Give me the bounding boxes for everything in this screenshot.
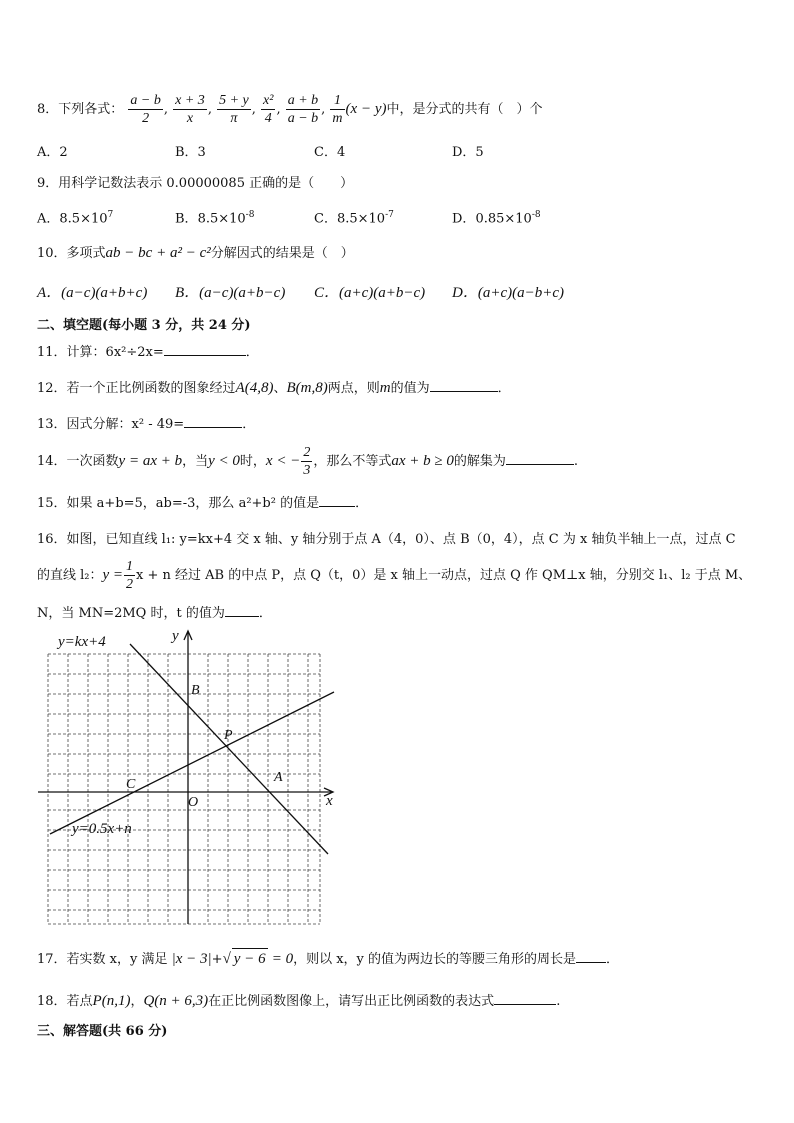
- q14-end: .: [573, 454, 579, 469]
- opt-exp: -8: [531, 210, 541, 220]
- q8-option-c[interactable]: C．4: [314, 145, 346, 160]
- frac-num: 1: [330, 92, 344, 110]
- q10-suffix: 分解因式的结果是（ ）: [210, 246, 354, 261]
- q8-option-b[interactable]: B．3: [175, 145, 206, 160]
- answer-blank[interactable]: [184, 414, 242, 428]
- q16-eq: y =: [102, 567, 124, 583]
- opt-label: D．: [452, 211, 476, 227]
- opt-base: 8.5×10: [197, 211, 246, 227]
- q18-end: .: [556, 994, 561, 1009]
- question-14: [37, 444, 578, 479]
- q18-prefix: 18．若点: [37, 994, 93, 1009]
- var-m: m: [379, 380, 391, 396]
- q9-option-b[interactable]: [175, 205, 254, 229]
- label-point-c: C: [126, 777, 136, 792]
- q18-sep: ，: [130, 994, 144, 1009]
- opt-base: 8.5×10: [59, 211, 108, 227]
- label-l1: y=kx+4: [58, 634, 106, 650]
- q8-option-a[interactable]: A．2: [37, 145, 68, 160]
- opt-exp: -7: [385, 210, 394, 220]
- question-8: 8．下列各式： $\frac{a - b}{2}$ , $\frac{x + 3}{x}$ , $\frac{5 + y}{\pi}$ , $\frac{\text{x²}}{4}$ , $\frac{a + b}{a - b}$ , $\frac{1}{m}$ (x − y)中，是分式的共有（ ）个: [37, 93, 543, 126]
- q8-option-d[interactable]: D．5: [452, 145, 484, 160]
- question-12: [37, 378, 511, 399]
- question-10: [37, 243, 354, 264]
- label-point-p: P: [224, 728, 233, 743]
- q13-end: ．: [242, 417, 256, 432]
- question-16-line2: [37, 558, 751, 593]
- fraction: [330, 92, 344, 127]
- fraction: [173, 92, 207, 127]
- opt-exp: 7: [107, 210, 114, 220]
- point-p: P(n,1): [92, 993, 131, 1009]
- q16-line2a: 的直线 l₂：: [37, 568, 103, 583]
- point-b: B(m,8): [286, 380, 328, 396]
- frac-den: π: [230, 111, 238, 126]
- opt-text: A．(a−c)(a+b+c): [37, 285, 148, 301]
- frac-den: 2: [126, 577, 134, 592]
- q9-option-c[interactable]: [314, 205, 394, 229]
- q14-function: y = ax + b: [118, 453, 183, 469]
- frac-den: m: [332, 111, 343, 126]
- frac-num: x + 3: [175, 93, 205, 108]
- q17-sqrt: y − 6: [232, 948, 268, 969]
- frac-den: 4: [264, 111, 272, 126]
- fraction: [261, 92, 275, 127]
- q17-abs: |x − 3|: [171, 951, 212, 967]
- q14-prefix: 14．一次函数: [37, 454, 119, 469]
- question-13: [37, 414, 255, 435]
- label-point-b: B: [191, 683, 200, 698]
- point-q: Q(n + 6,3): [143, 993, 209, 1009]
- question-15: [37, 493, 368, 514]
- q14-inequality: ax + b ≥ 0: [391, 453, 454, 469]
- q11-text: 11．计算：6x²÷2x=: [37, 345, 164, 360]
- q9-option-d[interactable]: [452, 205, 541, 229]
- q10-option-a[interactable]: [37, 283, 147, 304]
- q14-mid1: ，当: [182, 454, 209, 469]
- label-l2: y=0.5x+n: [72, 821, 132, 837]
- point-a: A(4,8): [235, 380, 274, 396]
- q15-text: 15．如果 a+b=5，ab=-3，那么 a²+b² 的值是: [37, 496, 320, 511]
- opt-text: C．(a+c)(a+b−c): [314, 285, 426, 301]
- q14-suffix: 的解集为: [453, 454, 506, 469]
- question-18: [37, 991, 560, 1012]
- opt-text: D．(a+c)(a−b+c): [452, 285, 564, 301]
- q14-mid3: ，那么不等式: [313, 454, 392, 469]
- question-17: [37, 948, 619, 970]
- answer-blank[interactable]: [576, 949, 606, 963]
- q12-suffix: 的值为: [390, 381, 430, 396]
- q14-cond2: x < −: [265, 453, 301, 469]
- q17-plus: +: [211, 952, 223, 967]
- q17-suffix: ，则以 x，y 的值为两边长的等腰三角形的周长是: [293, 952, 577, 967]
- q18-suffix: 在正比例函数图像上，请写出正比例函数的表达式: [208, 994, 495, 1009]
- label-x-axis: x: [326, 793, 333, 809]
- fraction: [124, 558, 135, 593]
- q10-prefix: 10．多项式: [37, 246, 106, 261]
- frac-den: x: [186, 111, 194, 126]
- label-origin: O: [188, 795, 199, 810]
- grid: [48, 654, 320, 924]
- q17-end: ．: [606, 952, 620, 967]
- q8-tail: (x − y): [345, 101, 387, 117]
- q10-expr: ab − bc + a² − c²: [105, 245, 211, 261]
- q16-line2b: x + n 经过 AB 的中点 P，点 Q（t，0）是 x 轴上一动点，过点 Q 作 QM⊥x 轴，分别交 l₁、l₂ 于点 M、: [136, 568, 752, 583]
- opt-base: 0.85×10: [475, 211, 532, 227]
- q13-text: 13．因式分解：x² - 49=: [37, 417, 185, 432]
- answer-blank[interactable]: [225, 603, 259, 617]
- question-16-line3: [37, 603, 272, 624]
- frac-den: 3: [303, 463, 311, 478]
- frac-num: 2: [303, 445, 311, 460]
- q12-sep: 、: [273, 381, 287, 396]
- section-fill-blank-heading: 二、填空题(每小题 3 分，共 24 分): [37, 318, 251, 333]
- q16-line3: N，当 MN=2MQ 时，t 的值为: [37, 606, 225, 621]
- fraction: [286, 92, 320, 127]
- q15-end: ．: [355, 496, 369, 511]
- q12-prefix: 12．若一个正比例函数的图象经过: [37, 381, 236, 396]
- q10-option-b[interactable]: [175, 283, 285, 304]
- question-11: [37, 342, 259, 363]
- q11-end: ．: [245, 345, 259, 360]
- line-l1: [130, 644, 328, 854]
- question-9: 9．用科学记数法表示 0.00000085 正确的是（ ）: [37, 176, 354, 191]
- opt-exp: -8: [245, 210, 255, 220]
- frac-den: a − b: [287, 111, 319, 126]
- q14-mid2: 时，: [239, 454, 266, 469]
- fraction: [217, 92, 251, 127]
- frac-den: 2: [142, 111, 150, 126]
- answer-blank[interactable]: [430, 378, 498, 392]
- q10-option-d[interactable]: [452, 283, 564, 304]
- fraction: [301, 444, 312, 479]
- q16-end: ．: [258, 606, 272, 621]
- answer-blank[interactable]: [494, 991, 556, 1005]
- question-16-line1: 16．如图，已知直线 l₁: y=kx+4 交 x 轴、y 轴分别于点 A（4，0）、点 B（0，4），点 C 为 x 轴负半轴上一点，过点 C: [37, 532, 736, 547]
- q10-option-c[interactable]: [314, 283, 425, 304]
- frac-num: 5 + y: [219, 93, 249, 108]
- opt-text: B．(a−c)(a+b−c): [175, 285, 286, 301]
- section-solve-heading: 三、解答题(共 66 分): [37, 1024, 168, 1039]
- opt-label: C．: [314, 211, 337, 227]
- q12-mid: 两点，则: [327, 381, 380, 396]
- q9-option-a[interactable]: [37, 205, 113, 229]
- coordinate-figure: [36, 628, 346, 926]
- sqrt-sign: √: [222, 951, 231, 967]
- frac-num: 1: [126, 559, 134, 574]
- answer-blank[interactable]: [164, 342, 246, 356]
- q8-suffix: 中，是分式的共有（ ）个: [386, 102, 543, 117]
- opt-label: B．: [175, 211, 198, 227]
- q14-cond1: y < 0: [208, 453, 240, 469]
- line-l2: [50, 692, 334, 834]
- q8-prefix: 8．下列各式：: [37, 102, 124, 117]
- frac-num: x²: [263, 93, 274, 108]
- fraction: [128, 92, 162, 127]
- q17-eq: = 0: [271, 951, 294, 967]
- answer-blank[interactable]: [506, 451, 574, 465]
- answer-blank[interactable]: [319, 493, 355, 507]
- opt-label: A．: [37, 211, 60, 227]
- q17-prefix: 17．若实数 x，y 满足: [37, 952, 168, 967]
- frac-num: a + b: [287, 93, 319, 108]
- q12-end: ．: [497, 381, 511, 396]
- frac-num: a − b: [130, 93, 161, 108]
- label-point-a: A: [274, 770, 283, 785]
- opt-base: 8.5×10: [336, 211, 386, 227]
- label-y-axis: y: [172, 628, 179, 644]
